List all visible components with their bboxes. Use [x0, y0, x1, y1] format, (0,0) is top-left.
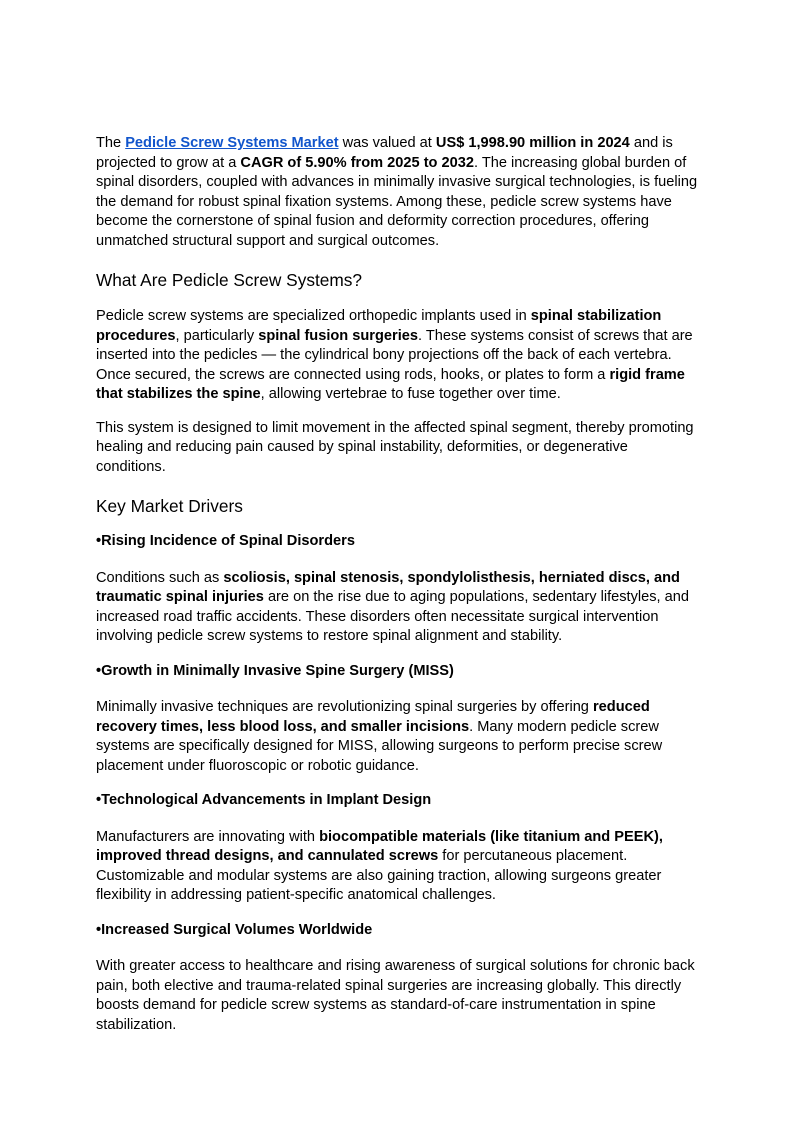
- document-page: [96, 134, 700, 1035]
- section-heading-drivers: Key Market Drivers: [96, 496, 243, 516]
- purpose-paragraph: This system is designed to limit movement in the affected spinal segment, thereby promoting healing and reducing pain caused by spinal instability, deformities, or degenerative conditions.: [96, 419, 694, 475]
- definition-paragraph: Pedicle screw systems are specialized orthopedic implants used in spinal stabilization procedures, particularly spinal fusion surgeries. These systems consist of screws that are inserted into the pedicles — the cylindrical bony projections off the back of each vertebra. Once secured, the screws are connected using rods, hooks, or plates to form a rigid frame that stabilizes the spine, allowing vertebrae to fuse together over time.: [96, 308, 693, 402]
- driver-title: •Increased Surgical Volumes Worldwide: [96, 921, 373, 938]
- driver-title: •Technological Advancements in Implant Design: [96, 792, 432, 808]
- driver-paragraph: With greater access to healthcare and rising awareness of surgical solutions for chronic back pain, both elective and trauma-related spinal surgeries are increasing globally. This directly boosts demand for pedicle screw systems as standard-of-care instrumentation in spine stabilization.: [96, 958, 695, 1033]
- market-link[interactable]: Pedicle Screw Systems Market: [125, 135, 339, 151]
- intro-paragraph: The Pedicle Screw Systems Market was valued at US$ 1,998.90 million in 2024 and is projected to grow at a CAGR of 5.90% from 2025 to 2032. The increasing global burden of spinal disorders, coupled with advances in minimally invasive surgical technologies, is fueling the demand for robust spinal fixation systems. Among these, pedicle screw systems have become the cornerstone of spinal fusion and deformity correction procedures, offering unmatched structural support and surgical outcomes.: [96, 135, 698, 249]
- driver-paragraph: Minimally invasive techniques are revolutionizing spinal surgeries by offering reduced recovery times, less blood loss, and smaller incisions. Many modern pedicle screw systems are specifically designed for MISS, allowing surgeons to perform precise screw placement under fluoroscopic or robotic guidance.: [96, 699, 663, 774]
- driver-title: •Growth in Minimally Invasive Spine Surgery (MISS): [96, 662, 454, 679]
- driver-paragraph: Conditions such as scoliosis, spinal stenosis, spondylolisthesis, herniated discs, and traumatic spinal injuries are on the rise due to aging populations, sedentary lifestyles, and increased road traffic accidents. These disorders often necessitate surgical intervention involving pedicle screw systems to restore spinal alignment and stability.: [96, 569, 690, 644]
- driver-title: •Rising Incidence of Spinal Disorders: [96, 533, 355, 549]
- driver-paragraph: Manufacturers are innovating with biocompatible materials (like titanium and PEEK), improved thread designs, and cannulated screws for percutaneous placement. Customizable and modular systems are also gaining traction, allowing surgeons greater flexibility in addressing patient-specific anatomical challenges.: [96, 828, 663, 903]
- section-heading-what-are: What Are Pedicle Screw Systems?: [96, 270, 363, 290]
